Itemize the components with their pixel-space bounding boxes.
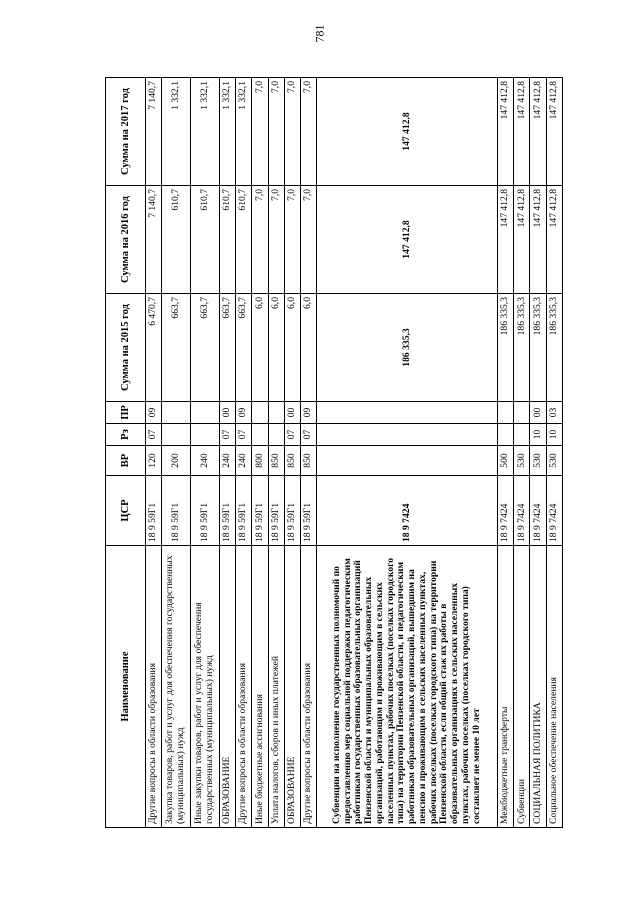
cell-csr: 18 9 59Г1 xyxy=(191,476,220,546)
cell-rz: 10 xyxy=(530,424,546,446)
cell-rz xyxy=(252,424,268,446)
cell-sum-2015: 663,7 xyxy=(236,294,252,402)
cell-vr xyxy=(317,446,498,476)
header-rz: Рз xyxy=(106,424,146,446)
cell-name: Иные закупки товаров, работ и услуг для обеспечения государственных (муниципальных) нужд xyxy=(191,546,220,828)
cell-sum-2015: 6,0 xyxy=(284,294,300,402)
cell-pr: 09 xyxy=(236,402,252,424)
cell-vr: 850 xyxy=(300,446,316,476)
header-name: Наименование xyxy=(106,546,146,828)
table-row xyxy=(268,78,284,828)
cell-vr: 120 xyxy=(146,446,162,476)
table-row xyxy=(219,78,235,828)
cell-rz: 07 xyxy=(219,424,235,446)
cell-pr: 03 xyxy=(546,402,562,424)
cell-rz: 10 xyxy=(546,424,562,446)
cell-sum-2015: 186 335,3 xyxy=(546,294,562,402)
cell-pr xyxy=(191,402,220,424)
cell-sum-2015: 663,7 xyxy=(219,294,235,402)
cell-name: Другие вопросы в области образования xyxy=(146,546,162,828)
cell-csr: 18 9 59Г1 xyxy=(146,476,162,546)
header-sum-2015: Сумма на 2015 год xyxy=(106,294,146,402)
table-row xyxy=(498,78,514,828)
cell-sum-2017: 1 332,1 xyxy=(236,78,252,186)
cell-csr: 18 9 59Г1 xyxy=(252,476,268,546)
cell-vr: 530 xyxy=(546,446,562,476)
header-csr: ЦСР xyxy=(106,476,146,546)
cell-sum-2016: 147 412,8 xyxy=(530,186,546,294)
cell-rz xyxy=(498,424,514,446)
cell-sum-2016: 7,0 xyxy=(300,186,316,294)
cell-sum-2016: 610,7 xyxy=(219,186,235,294)
cell-sum-2015: 663,7 xyxy=(162,294,191,402)
table-row xyxy=(300,78,316,828)
cell-name: Другие вопросы в области образования xyxy=(300,546,316,828)
cell-name: Межбюджетные трансферты xyxy=(498,546,514,828)
cell-pr xyxy=(268,402,284,424)
cell-name: Иные бюджетные ассигнования xyxy=(252,546,268,828)
cell-csr: 18 9 7424 xyxy=(546,476,562,546)
cell-sum-2016: 7,0 xyxy=(284,186,300,294)
cell-name: ОБРАЗОВАНИЕ xyxy=(284,546,300,828)
budget-table-container xyxy=(105,77,563,828)
cell-csr: 18 9 59Г1 xyxy=(219,476,235,546)
cell-sum-2016: 610,7 xyxy=(236,186,252,294)
table-header-row xyxy=(106,78,146,828)
cell-csr: 18 9 7424 xyxy=(530,476,546,546)
cell-sum-2017: 1 332,1 xyxy=(219,78,235,186)
cell-pr xyxy=(162,402,191,424)
cell-sum-2015: 6,0 xyxy=(300,294,316,402)
cell-sum-2015: 186 335,3 xyxy=(514,294,530,402)
cell-pr xyxy=(252,402,268,424)
cell-sum-2017: 147 412,8 xyxy=(530,78,546,186)
cell-pr: 00 xyxy=(284,402,300,424)
cell-csr: 18 9 7424 xyxy=(317,476,498,546)
table-row xyxy=(514,78,530,828)
cell-vr: 240 xyxy=(236,446,252,476)
cell-csr: 18 9 7424 xyxy=(514,476,530,546)
cell-vr: 200 xyxy=(162,446,191,476)
table-row xyxy=(236,78,252,828)
header-pr: ПР xyxy=(106,402,146,424)
cell-sum-2015: 6 470,7 xyxy=(146,294,162,402)
cell-name: Уплата налогов, сборов и иных платежей xyxy=(268,546,284,828)
cell-vr: 500 xyxy=(498,446,514,476)
cell-csr: 18 9 7424 xyxy=(498,476,514,546)
cell-rz: 07 xyxy=(236,424,252,446)
cell-name: Социальное обеспечение населения xyxy=(546,546,562,828)
cell-sum-2017: 1 332,1 xyxy=(162,78,191,186)
table-row xyxy=(146,78,162,828)
table-row xyxy=(191,78,220,828)
cell-pr: 09 xyxy=(300,402,316,424)
cell-sum-2016: 147 412,8 xyxy=(546,186,562,294)
cell-vr: 530 xyxy=(514,446,530,476)
cell-name: Субвенции на исполнение государственных полномочий по предоставлению мер социальной поддержки педагогическим работникам государственных образовательных организаций Пензенской области и муниципальных образовательных организаций, работающим и проживающим в сельских населенных пунктах, рабочих поселках (поселках городского типа) на территории Пензенской области, и педагогическим работникам образовательных организаций, вышедшим на пенсию и проживающим в сельских населенных пунктах, рабочих поселках (поселках городского типа) на территории Пензенской области, если общий стаж их работы в образовательных организациях в сельских населенных пунктах, рабочих поселках (поселках городского типа) составляет не менее 10 лет xyxy=(317,546,498,828)
cell-name: Другие вопросы в области образования xyxy=(236,546,252,828)
cell-sum-2017: 7 140,7 xyxy=(146,78,162,186)
cell-name: Субвенции xyxy=(514,546,530,828)
cell-pr: 00 xyxy=(530,402,546,424)
table-row xyxy=(162,78,191,828)
cell-rz: 07 xyxy=(300,424,316,446)
cell-sum-2017: 7,0 xyxy=(268,78,284,186)
table-row xyxy=(252,78,268,828)
cell-sum-2017: 147 412,8 xyxy=(498,78,514,186)
cell-pr xyxy=(317,402,498,424)
budget-table xyxy=(105,77,563,828)
cell-sum-2016: 147 412,8 xyxy=(317,186,498,294)
cell-csr: 18 9 59Г1 xyxy=(162,476,191,546)
cell-sum-2016: 610,7 xyxy=(162,186,191,294)
cell-csr: 18 9 59Г1 xyxy=(236,476,252,546)
cell-sum-2017: 1 332,1 xyxy=(191,78,220,186)
cell-sum-2016: 147 412,8 xyxy=(498,186,514,294)
cell-vr: 850 xyxy=(284,446,300,476)
table-body xyxy=(146,78,563,828)
cell-vr: 850 xyxy=(268,446,284,476)
table-row xyxy=(284,78,300,828)
cell-sum-2016: 147 412,8 xyxy=(514,186,530,294)
cell-sum-2017: 7,0 xyxy=(284,78,300,186)
cell-rz xyxy=(317,424,498,446)
cell-csr: 18 9 59Г1 xyxy=(300,476,316,546)
cell-csr: 18 9 59Г1 xyxy=(284,476,300,546)
cell-pr: 00 xyxy=(219,402,235,424)
cell-sum-2015: 186 335,3 xyxy=(530,294,546,402)
cell-vr: 240 xyxy=(191,446,220,476)
cell-vr: 240 xyxy=(219,446,235,476)
cell-sum-2017: 147 412,8 xyxy=(546,78,562,186)
cell-vr: 530 xyxy=(530,446,546,476)
cell-sum-2015: 6,0 xyxy=(252,294,268,402)
header-sum-2016: Сумма на 2016 год xyxy=(106,186,146,294)
cell-pr xyxy=(514,402,530,424)
cell-pr: 09 xyxy=(146,402,162,424)
cell-sum-2017: 147 412,8 xyxy=(317,78,498,186)
cell-rz xyxy=(162,424,191,446)
table-row xyxy=(317,78,498,828)
cell-csr: 18 9 59Г1 xyxy=(268,476,284,546)
cell-name: ОБРАЗОВАНИЕ xyxy=(219,546,235,828)
cell-sum-2015: 663,7 xyxy=(191,294,220,402)
cell-rz xyxy=(191,424,220,446)
cell-rz xyxy=(514,424,530,446)
cell-sum-2016: 7,0 xyxy=(268,186,284,294)
cell-sum-2015: 6,0 xyxy=(268,294,284,402)
table-row xyxy=(530,78,546,828)
cell-sum-2016: 610,7 xyxy=(191,186,220,294)
cell-sum-2015: 186 335,3 xyxy=(317,294,498,402)
cell-name: Закупка товаров, работ и услуг для обеспечения государственных (муниципальных) нужд xyxy=(162,546,191,828)
cell-sum-2016: 7,0 xyxy=(252,186,268,294)
cell-pr xyxy=(498,402,514,424)
cell-name: СОЦИАЛЬНАЯ ПОЛИТИКА xyxy=(530,546,546,828)
cell-rz: 07 xyxy=(284,424,300,446)
table-row xyxy=(546,78,562,828)
cell-sum-2017: 7,0 xyxy=(252,78,268,186)
header-vr: ВР xyxy=(106,446,146,476)
page-number: 781 xyxy=(312,24,327,43)
cell-sum-2016: 7 140,7 xyxy=(146,186,162,294)
cell-vr: 800 xyxy=(252,446,268,476)
header-sum-2017: Сумма на 2017 год xyxy=(106,78,146,186)
cell-sum-2017: 7,0 xyxy=(300,78,316,186)
cell-sum-2015: 186 335,3 xyxy=(498,294,514,402)
cell-sum-2017: 147 412,8 xyxy=(514,78,530,186)
cell-rz xyxy=(268,424,284,446)
cell-rz: 07 xyxy=(146,424,162,446)
